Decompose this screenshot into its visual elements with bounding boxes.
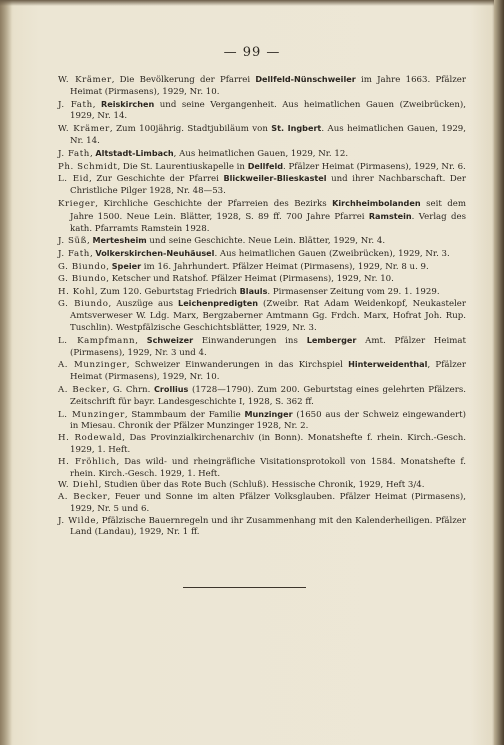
entry-text: , Stammbaum der Familie (124, 409, 245, 420)
entry-text: , (106, 261, 112, 272)
bibliography-entry (58, 516, 466, 540)
author: W. Diehl (58, 480, 99, 491)
bibliography-entry (58, 359, 466, 384)
author: J. Wilde (58, 515, 97, 526)
place-name: Ramstein (368, 210, 412, 221)
author: L. Eid (58, 174, 90, 185)
entry-text: , Das wild- und rheingräfliche Visitationsprotokoll von 1584. Monatshefte f. rhein. Kirch.-Gesch. 1929, 1. Heft. (70, 456, 466, 479)
author: A. Becker (58, 384, 107, 395)
author: H. Rodewald (58, 433, 123, 444)
author: L. Kampfmann (58, 335, 136, 346)
bibliography-entry (58, 198, 466, 235)
bibliography-entry (58, 384, 466, 409)
bibliography-entry (58, 457, 466, 481)
bibliography-entry (58, 298, 466, 334)
bibliography-entry (58, 148, 466, 161)
entry-text: , Feuer und Sonne im alten Pfälzer Volksglauben. Pfälzer Heimat (Pirmasens), 1929, Nr. 5 und 6. (70, 492, 467, 514)
entry-text: , Pfälzer Heimat (Pirmasens), 1929, Nr. 10. (70, 360, 466, 383)
entry-text: . Pfälzer Heimat (Pirmasens), 1929, Nr. 6. (283, 161, 466, 172)
place-name: Mertesheim (92, 235, 147, 246)
entry-text: und seine Vergangenheit. Aus heimatlichen Gauen (Zweibrücken), 1929, Nr. 14. (70, 99, 466, 122)
entry-text: . Aus heimatlichen Gauen, 1929, Nr. 14. (70, 124, 466, 146)
entry-text: , Auszüge aus (108, 299, 179, 310)
entry-text: im Jahre 1663. Pfälzer Heimat (Pirmasens), 1929, Nr. 10. (70, 75, 467, 97)
author: L. Munzinger (58, 409, 125, 420)
entry-text: , Zum 100jährig. Stadtjubiläum von (109, 124, 272, 135)
bibliography-entry (58, 433, 466, 457)
entry-text: , Zur Geschichte der Pfarrei (89, 174, 224, 185)
bibliography-entry (58, 261, 466, 274)
place-name: St. Ingbert (271, 123, 322, 134)
place-name: Speier (111, 260, 142, 271)
place-name: Leichenpredigten (178, 298, 259, 309)
author: Ph. Schmidt (58, 161, 118, 172)
place-name: Altstadt-Limbach (95, 147, 174, 158)
place-name: Lemberger (306, 334, 357, 345)
entry-text: , Ketscher und Ratshof. Pfälzer Heimat (Pirmasens), 1929, Nr. 10. (106, 273, 394, 284)
place-name: Volkerskirchen-Neuhäusel (95, 248, 215, 259)
bibliography-entry (58, 335, 466, 360)
bibliography-entry (58, 274, 466, 286)
entry-text: , Das Provinzialkirchenarchiv (in Bonn). Monatshefte f. rhein. Kirch.-Gesch. 1929, 1. Heft. (70, 433, 466, 455)
author: J. Fath (58, 249, 90, 260)
bibliography-entry (58, 161, 466, 174)
right-page-edge (494, 0, 504, 745)
entry-text: seit dem Jahre 1500. Neue Lein. Blätter, 1928, S. 89 ff. 700 Jahre Pfarrei (70, 198, 466, 222)
author: J. Fath (58, 99, 93, 110)
author: W. Krämer (58, 124, 110, 135)
place-name: Reiskirchen (100, 98, 155, 109)
bibliography-entry (58, 123, 466, 148)
bibliography-entry (58, 248, 466, 261)
entry-text: , (135, 335, 147, 346)
bibliography-entry (58, 286, 466, 299)
entry-text: (Zweibr. Rat Adam Weidenkopf, Neukasteler Amtsverweser W. Ldg. Marx, Bergzaberner Amtmann Gg. Frdch. Marx, Hofrat Joh. Rup. Tuschlin). Westpfälzische Geschichtsblätter, 1929, Nr. 3. (70, 299, 467, 333)
top-page-edge (0, 0, 504, 6)
place-name: Munzinger (244, 408, 293, 419)
closing-rule (183, 587, 306, 588)
place-name: Blauls (239, 285, 268, 296)
entry-text: Einwanderungen ins (193, 335, 307, 346)
bibliography-entry (58, 480, 466, 492)
entry-text: , Zum 120. Geburtstag Friedrich (94, 286, 240, 297)
bibliography-entry (58, 409, 466, 434)
entry-text: . Aus heimatlichen Gauen (Zweibrücken), 1929, Nr. 3. (214, 249, 450, 260)
author: W. Krämer (58, 75, 112, 85)
author: G. Biundo (58, 261, 107, 272)
entry-text: , Aus heimatlichen Gauen, 1929, Nr. 12. (173, 148, 349, 159)
entry-text: und ihrer Nachbarschaft. Der Christliche Pilger 1928, Nr. 48—53. (70, 174, 467, 197)
entry-text: im 16. Jahrhundert. Pfälzer Heimat (Pirmasens), 1929, Nr. 8 u. 9. (141, 261, 429, 272)
entry-text: , Die Bevölkerung der Pfarrei (111, 75, 256, 85)
author: A. Becker (58, 492, 108, 503)
entry-text: (1728—1790). Zum 200. Geburtstag eines gelehrten Pfälzers. Zeitschrift für bayr. Landesgeschichte I, 1928, S. 362 ff. (70, 384, 467, 407)
author: J. Süß (58, 236, 88, 247)
entry-text: , (89, 148, 96, 159)
page-number: — 99 — (223, 45, 281, 60)
bibliography-entry (58, 492, 466, 516)
entry-text: . Verlag des kath. Pfarramts Ramstein 1928. (70, 211, 466, 234)
author: G. Biundo (58, 273, 107, 284)
bibliography-list (58, 74, 466, 539)
entry-text: , Studien über das Rote Buch (Schluß). Hessische Chronik, 1929, Heft 3/4. (98, 480, 425, 491)
spine-shadow (0, 0, 12, 745)
author: G. Biundo (58, 299, 109, 310)
entry-text: , G. Chrn. (106, 384, 154, 395)
entry-text: (1650 aus der Schweiz eingewandert) in Miesau. Chronik der Pfälzer Munzinger 1928, Nr. 2. (70, 409, 466, 432)
entry-text: . Pirmasenser Zeitung vom 29. 1. 1929. (267, 286, 440, 297)
bibliography-entry (58, 235, 466, 248)
place-name: Crollius (153, 383, 189, 394)
entry-text: und seine Geschichte. Neue Lein. Blätter, 1929, Nr. 4. (146, 236, 386, 247)
entry-text: , Schweizer Einwanderungen in das Kirchspiel (126, 360, 349, 371)
place-name: Dellfeld-Nünschweiler (255, 74, 356, 84)
author: H. Fröhlich (58, 456, 117, 467)
entry-text: , (89, 249, 96, 260)
place-name: Dellfeld (247, 160, 284, 171)
place-name: Hinterweidenthal (348, 359, 428, 370)
author: A. Munzinger (58, 360, 127, 371)
entry-text: , Kirchliche Geschichte der Pfarreien des Bezirks (95, 198, 333, 209)
author: Krieger (58, 198, 96, 209)
entry-text: , Pfälzische Bauernregeln und ihr Zusammenhang mit den Kalenderheiligen. Pfälzer Land (Landau), 1929, Nr. 1 ff. (70, 515, 466, 538)
bibliography-entry (58, 74, 466, 99)
place-name: Kirchheimbolanden (332, 197, 421, 208)
entry-text: , (92, 99, 101, 110)
author: H. Kohl (58, 286, 95, 297)
bibliography-entry (58, 173, 466, 198)
place-name: Schweizer (146, 334, 194, 345)
bibliography-entry (58, 99, 466, 124)
entry-text: , (87, 236, 93, 247)
place-name: Blickweiler-Blieskastel (223, 173, 327, 184)
entry-text: Amt. Pfälzer Heimat (Pirmasens), 1929, Nr. 3 und 4. (70, 335, 466, 358)
entry-text: , Die St. Laurentiuskapelle in (117, 161, 248, 172)
author: J. Fath (58, 148, 90, 159)
